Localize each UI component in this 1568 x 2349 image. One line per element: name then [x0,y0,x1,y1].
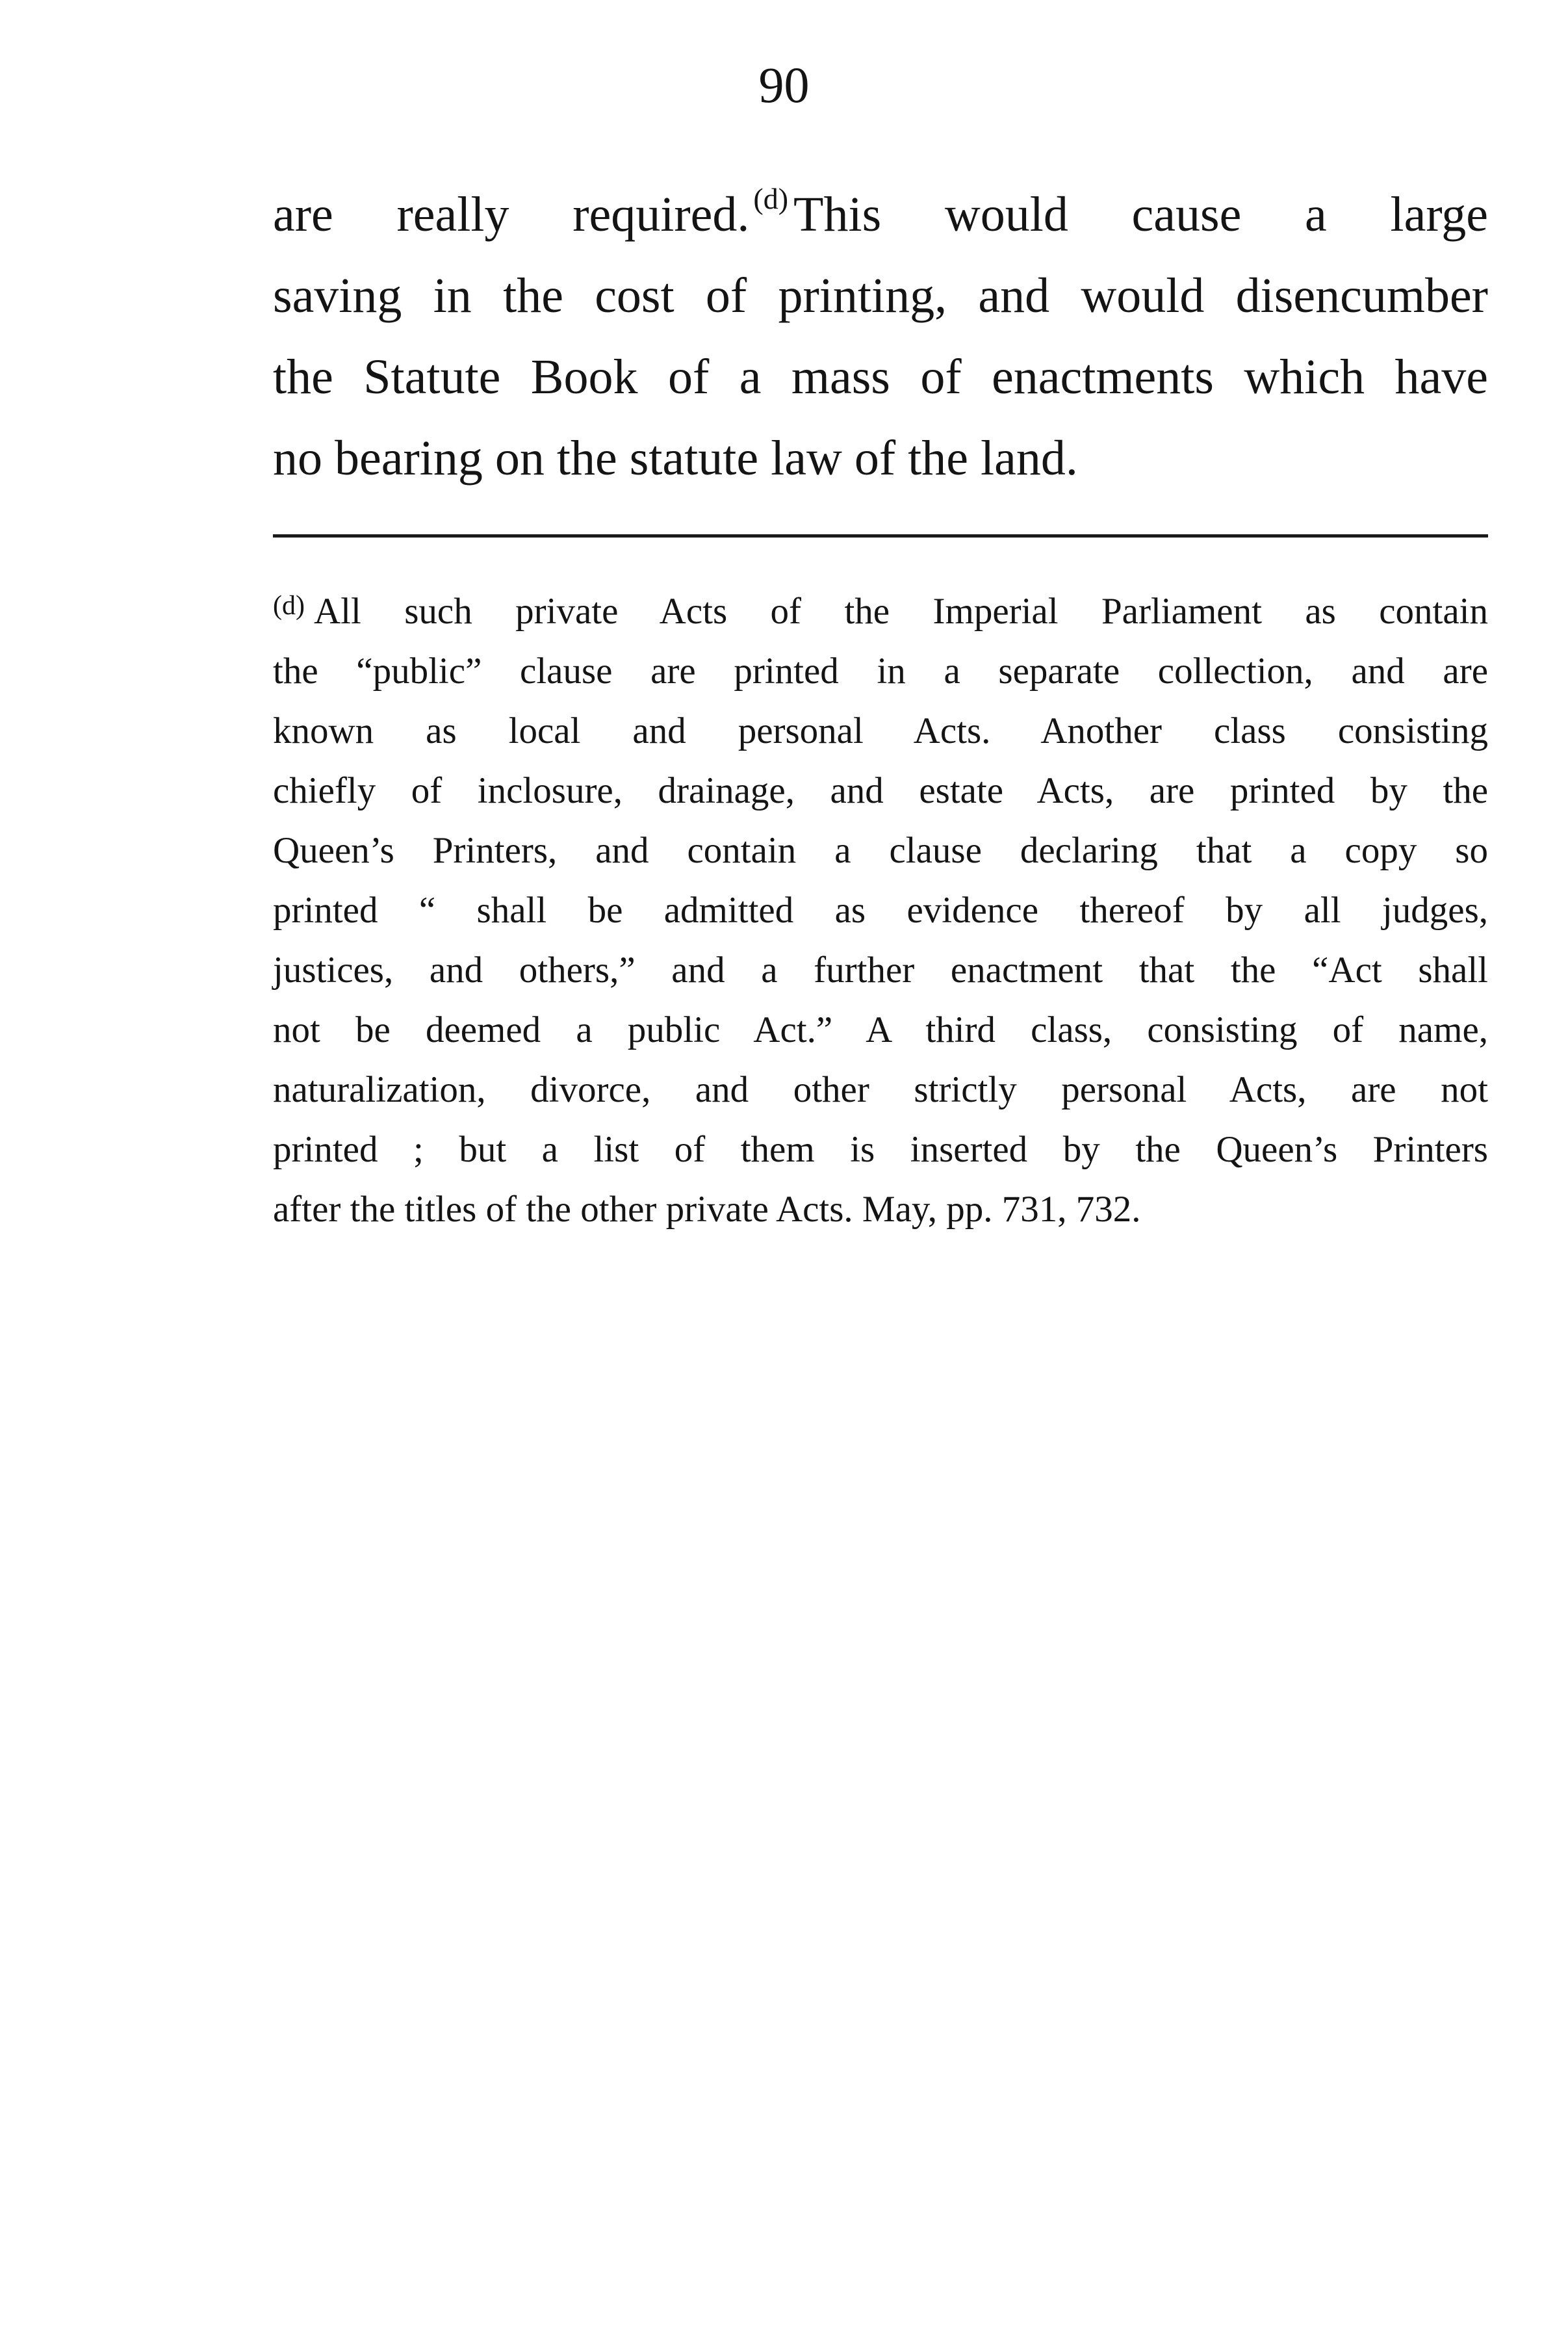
footnote-line-11: after the titles of the other private Acts. May, pp. 731, 732. [273,1189,1141,1230]
footnote [273,582,1488,1239]
footnote-line-1-text: All such private Acts of the Imperial Parliament as contain [313,591,1488,632]
body-text [273,174,1488,499]
footnote-line-1 [273,582,1488,642]
body-line-3: the Statute Book of a mass of enactments which have [273,350,1488,404]
body-line-1 [273,174,1488,255]
footnote-line-4: chiefly of inclosure, drainage, and estate Acts, are printed by the [273,770,1488,811]
body-line-2: saving in the cost of printing, and would disencumber [273,268,1488,323]
body-line-4: no bearing on the statute law of the land. [273,431,1078,486]
footnote-line-7: justices, and others,” and a further enactment that the “Act shall [273,950,1488,991]
footnote-line-10: printed ; but a list of them is inserted by the Queen’s Printers [273,1129,1488,1170]
footnote-marker: (d) [273,591,305,621]
footnote-line-3: known as local and personal Acts. Another class consisting [273,710,1488,751]
footnote-line-2: the “public” clause are printed in a separate collection, and are [273,651,1488,692]
footnote-reference: (d) [753,182,789,215]
footnote-separator-rule [273,534,1488,538]
page-number: 90 [758,57,810,113]
footnote-line-6: printed “ shall be admitted as evidence thereof by all judges, [273,890,1488,931]
footnote-line-9: naturalization, divorce, and other strictly personal Acts, are not [273,1069,1488,1110]
footnote-line-8: not be deemed a public Act.” A third class, consisting of name, [273,1009,1488,1050]
footnote-line-5: Queen’s Printers, and contain a clause declaring that a copy so [273,830,1488,871]
body-line-1-start: are really required. [273,187,750,242]
body-line-1-end: This would cause a large [793,187,1488,242]
